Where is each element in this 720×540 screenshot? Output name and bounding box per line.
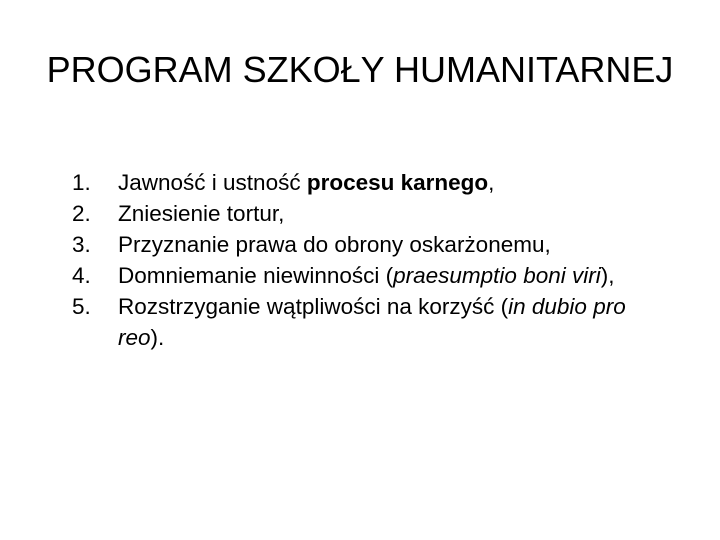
item-text: ), bbox=[600, 263, 615, 288]
slide-title: PROGRAM SZKOŁY HUMANITARNEJ bbox=[46, 49, 674, 90]
item-text-bold: procesu karnego bbox=[306, 170, 489, 195]
list-number: 2. bbox=[72, 201, 91, 226]
list-number: 3. bbox=[72, 232, 91, 257]
item-text: Rozstrzyganie wątpliwości na korzyść ( bbox=[118, 294, 509, 319]
list-number: 5. bbox=[72, 294, 91, 319]
list-item bbox=[72, 229, 662, 260]
item-text: Przyznanie prawa do obrony oskarżonemu, bbox=[118, 232, 551, 257]
list-number: 4. bbox=[72, 263, 91, 288]
list-item bbox=[72, 167, 662, 198]
item-text-italic: praesumptio boni viri bbox=[393, 263, 601, 288]
item-text: Jawność i ustność bbox=[118, 170, 307, 195]
item-text: ). bbox=[150, 325, 165, 350]
item-text: Zniesienie tortur, bbox=[118, 201, 285, 226]
item-text: , bbox=[488, 170, 495, 195]
list-item bbox=[72, 260, 662, 291]
list-item bbox=[72, 291, 662, 353]
item-text: Domniemanie niewinności ( bbox=[118, 263, 394, 288]
list-number: 1. bbox=[72, 170, 91, 195]
list-item bbox=[72, 198, 662, 229]
program-list bbox=[72, 167, 662, 353]
item-text-italic: in dubio pro reo bbox=[118, 294, 626, 350]
